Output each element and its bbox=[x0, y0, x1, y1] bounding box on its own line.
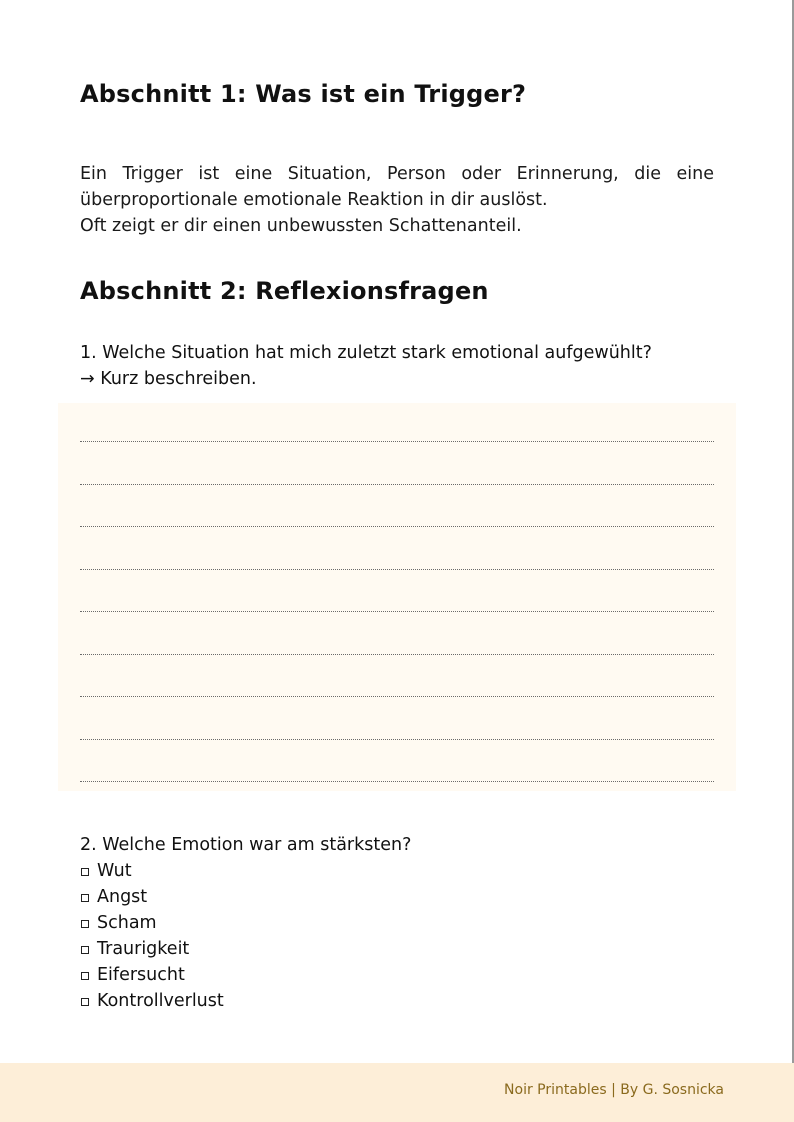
section2-heading: Abschnitt 2: Reflexionsfragen bbox=[80, 277, 489, 305]
checkbox-icon[interactable] bbox=[81, 868, 89, 876]
question-2 bbox=[80, 832, 411, 1014]
answer-writing-area[interactable] bbox=[58, 403, 736, 791]
writing-line[interactable] bbox=[80, 781, 714, 782]
section1-intro bbox=[80, 161, 714, 239]
option-angst[interactable] bbox=[80, 884, 411, 910]
checkbox-icon[interactable] bbox=[81, 998, 89, 1006]
writing-line[interactable] bbox=[80, 696, 714, 697]
option-label: Eifersucht bbox=[97, 965, 185, 985]
footer-bar bbox=[0, 1063, 794, 1122]
writing-line[interactable] bbox=[80, 739, 714, 740]
writing-line[interactable] bbox=[80, 441, 714, 442]
option-eifersucht[interactable] bbox=[80, 962, 411, 988]
section1-heading: Abschnitt 1: Was ist ein Trigger? bbox=[80, 80, 527, 108]
writing-line[interactable] bbox=[80, 611, 714, 612]
question-1-hint: → Kurz beschreiben. bbox=[80, 369, 257, 389]
checkbox-icon[interactable] bbox=[81, 972, 89, 980]
checkbox-icon[interactable] bbox=[81, 946, 89, 954]
question-2-text: 2. Welche Emotion war am stärksten? bbox=[80, 835, 412, 855]
option-label: Scham bbox=[97, 913, 157, 933]
checkbox-icon[interactable] bbox=[81, 920, 89, 928]
writing-line[interactable] bbox=[80, 526, 714, 527]
option-scham[interactable] bbox=[80, 910, 411, 936]
footer-credit: Noir Printables | By G. Sosnicka bbox=[504, 1082, 724, 1098]
writing-line[interactable] bbox=[80, 484, 714, 485]
option-kontrollverlust[interactable] bbox=[80, 988, 411, 1014]
question-1 bbox=[80, 340, 652, 392]
option-label: Wut bbox=[97, 861, 132, 881]
option-label: Kontrollverlust bbox=[97, 991, 224, 1011]
writing-line[interactable] bbox=[80, 569, 714, 570]
checkbox-icon[interactable] bbox=[81, 894, 89, 902]
intro-paragraph-1: Ein Trigger ist eine Situation, Person oder Erinnerung, die eine überproportionale emotionale Reaktion in dir auslöst. bbox=[80, 164, 714, 210]
option-label: Angst bbox=[97, 887, 148, 907]
option-label: Traurigkeit bbox=[97, 939, 190, 959]
question-1-text: 1. Welche Situation hat mich zuletzt stark emotional aufgewühlt? bbox=[80, 343, 652, 363]
writing-line[interactable] bbox=[80, 654, 714, 655]
intro-paragraph-2: Oft zeigt er dir einen unbewussten Schattenanteil. bbox=[80, 216, 522, 236]
option-traurigkeit[interactable] bbox=[80, 936, 411, 962]
option-wut[interactable] bbox=[80, 858, 411, 884]
